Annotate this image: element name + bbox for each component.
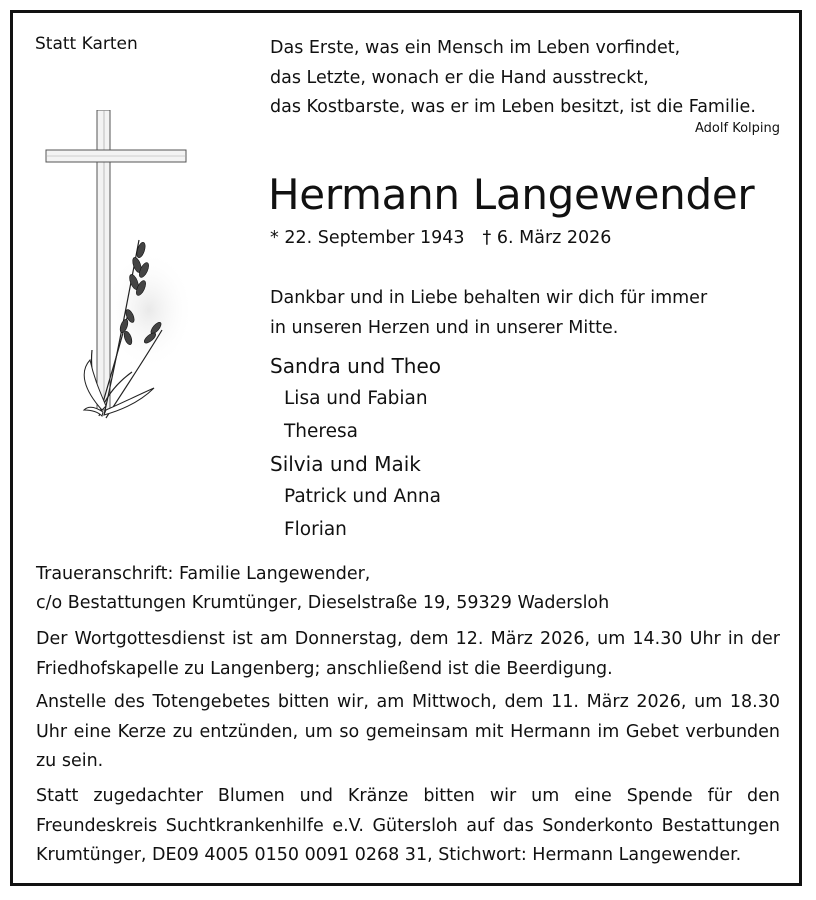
- cross-with-wheat-icon: [44, 110, 194, 430]
- life-dates: [270, 228, 611, 248]
- death-date: † 6. März 2026: [482, 228, 612, 248]
- family-list: [270, 350, 441, 546]
- quote-line: das Kostbarste, was er im Leben besitzt, ist die Familie.: [270, 97, 756, 117]
- candle-paragraph: Anstelle des Totengebetes bitten wir, am Mittwoch, dem 11. März 2026, um 18.30 Uhr eine Kerze zu entzünden, um so gemeinsam mit Hermann im Gebet verbunden zu sein.: [36, 692, 780, 771]
- family-member: Patrick und Anna: [284, 486, 441, 507]
- family-group: Sandra und Theo: [270, 354, 441, 378]
- family-member: Lisa und Fabian: [284, 388, 428, 409]
- address-line: c/o Bestattungen Krumtünger, Dieselstraße 19, 59329 Wadersloh: [36, 593, 610, 613]
- quote-author: Adolf Kolping: [695, 121, 780, 136]
- service-paragraph: Der Wortgottesdienst ist am Donnerstag, dem 12. März 2026, um 14.30 Uhr in der Friedhofskapelle zu Langenberg; anschließend ist die Beerdigung.: [36, 629, 780, 679]
- family-member: Theresa: [284, 421, 358, 442]
- thanks-line: in unseren Herzen und in unserer Mitte.: [270, 317, 619, 338]
- family-group: Silvia und Maik: [270, 452, 421, 476]
- thanks-line: Dankbar und in Liebe behalten wir dich für immer: [270, 288, 708, 308]
- quote-line: Das Erste, was ein Mensch im Leben vorfindet,: [270, 38, 681, 58]
- family-member: Florian: [284, 519, 347, 540]
- deceased-name: Hermann Langewender: [268, 170, 755, 219]
- quote-line: das Letzte, wonach er die Hand ausstreckt,: [270, 67, 649, 88]
- mourning-address: [36, 560, 609, 618]
- intro-text: Statt Karten: [35, 34, 138, 54]
- donation-paragraph: Statt zugedachter Blumen und Kränze bitten wir um eine Spende für den Freundeskreis Suchtkrankenhilfe e.V. Gütersloh auf das Sonderkonto Bestattungen Krumtünger, DE09 4005 0150 0091 0268 31, Stichwort: Hermann Langewender.: [36, 786, 780, 865]
- thanks-text: [270, 284, 707, 343]
- birth-date: * 22. September 1943: [270, 228, 465, 248]
- quote: [270, 34, 756, 123]
- address-line: Traueranschrift: Familie Langewender,: [36, 564, 371, 584]
